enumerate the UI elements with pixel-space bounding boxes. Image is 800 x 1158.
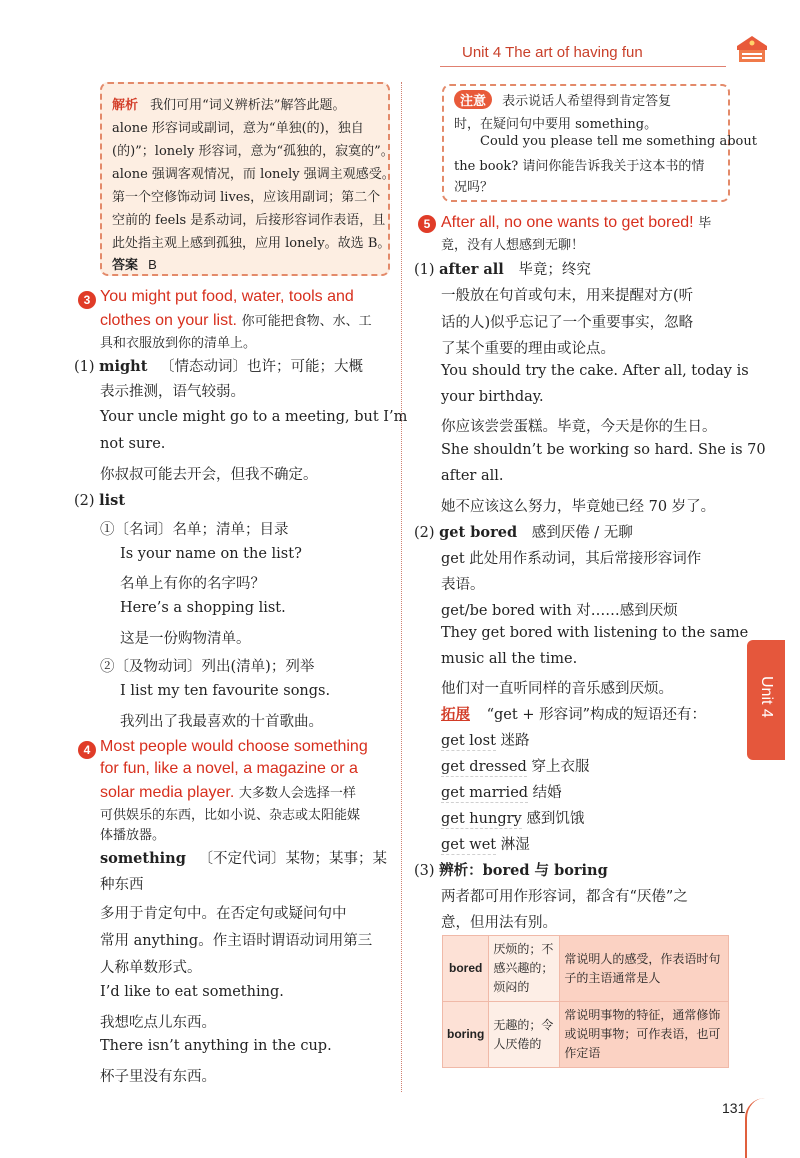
phrase-zh: 结婚 [532, 785, 562, 801]
note-line: Could you please tell me something about [480, 134, 757, 149]
table-cell-word: bored [443, 936, 489, 1002]
example-zh: 我列出了我最喜欢的十首歌曲。 [120, 714, 323, 730]
sentence-5: After all, no one wants to get bored! [441, 214, 694, 231]
example-en: after all. [441, 468, 504, 484]
table-cell-meaning: 厌烦的；不感兴趣的；烦闷的 [489, 936, 560, 1002]
example-en: your birthday. [441, 389, 544, 405]
extension-text: “get + 形容词”构成的短语还有： [486, 707, 706, 723]
example-zh: 名单上有你的名字吗？ [120, 576, 265, 592]
book-stack-icon [734, 32, 770, 66]
phrase-zh: 穿上衣服 [531, 759, 590, 775]
item-label: (2) [414, 525, 435, 541]
table-row [443, 936, 729, 1002]
phrase-item [441, 781, 562, 802]
example-en: not sure. [100, 436, 166, 452]
headword-get-bored: get bored [439, 524, 518, 541]
sentence-3-translation: 你可能把食物、水、工 [241, 314, 372, 329]
headword-after-all: after all [439, 261, 504, 278]
explanation: 两者都可用作形容词，都含有“厌倦”之 [441, 889, 688, 905]
example-zh: 这是一份购物清单。 [120, 631, 251, 647]
explanation: get 此处用作系动词，其后常接形容词作 [441, 551, 702, 567]
note-line: 时，在疑问句中要用 something。 [454, 117, 658, 132]
example-zh: 你叔叔可能去开会，但我不确定。 [100, 467, 318, 483]
unit-title: Unit 4 The art of having fun [462, 44, 643, 61]
sentence-4-translation-cont: 体播放器。 [100, 828, 166, 843]
unit-side-tab-label: Unit 4 [758, 676, 775, 718]
explanation: 常用 anything。作主语时谓语动词用第三 [100, 933, 373, 949]
headword-something: something [100, 850, 186, 867]
headword-list: list [99, 492, 126, 509]
analysis-line: 第一个空修饰动词 lives，应该用副词；第二个 [112, 190, 381, 205]
note-line: the book? 请问你能告诉我关于这本书的情 [454, 159, 705, 174]
analysis-line: alone 形容词或副词，意为“单独(的)，独自 [112, 121, 364, 136]
definition: 〔不定代词〕某物；某事；某 [198, 851, 387, 867]
example-zh: 你应该尝尝蛋糕。毕竟，今天是你的生日。 [441, 419, 717, 435]
explanation: 人称单数形式。 [100, 960, 202, 976]
analysis-line: 此处指主观上感到孤独，应用 lonely。故选 B。 [112, 236, 391, 251]
table-cell-usage: 常说明事物的特征，通常修饰或说明事物；可作表语，也可作定语 [560, 1002, 729, 1068]
item-label: (1) [414, 262, 435, 278]
example-en: Your uncle might go to a meeting, but I’m [100, 409, 408, 425]
sense-2: ②〔及物动词〕列出(清单)；列举 [100, 659, 315, 675]
unit-side-tab [747, 640, 785, 760]
example-zh: 我想吃点儿东西。 [100, 1015, 216, 1031]
sentence-3-line2: clothes on your list. [100, 312, 237, 329]
table-cell-meaning: 无趣的；令人厌倦的 [489, 1002, 560, 1068]
phrase-item [441, 807, 584, 828]
table-row [443, 1002, 729, 1068]
phrase-en: get wet [441, 837, 497, 853]
note-line: 况吗？ [454, 180, 494, 195]
definition: 毕竟；终究 [518, 262, 591, 278]
explanation: 表语。 [441, 577, 485, 593]
explanation: 了某个重要的理由或论点。 [441, 341, 615, 357]
phrase-zh: 迷路 [500, 733, 530, 749]
sentence-4-translation: 大多数人会选择一样 [238, 786, 356, 801]
phrase-en: get dressed [441, 759, 527, 775]
explanation: 意，但用法有别。 [441, 915, 557, 931]
comparison-title: 辨析：bored 与 boring [439, 862, 608, 879]
table-cell-usage: 常说明人的感受，作表语时句子的主语通常是人 [560, 936, 729, 1002]
extension-tag: 拓展 [441, 707, 470, 723]
example-en: Is your name on the list? [120, 546, 302, 562]
analysis-line: (的)”；lonely 形容词，意为“孤独的，寂寞的”。 [112, 144, 394, 159]
section-number-4: 4 [78, 741, 96, 759]
explanation: 表示推测，语气较弱。 [100, 384, 245, 400]
phrase-zh: 感到饥饿 [526, 811, 585, 827]
analysis-line: alone 强调客观情况，而 lonely 强调主观感受。 [112, 167, 395, 182]
phrase-en: get hungry [441, 811, 522, 827]
page-corner-decoration [745, 1098, 765, 1158]
table-cell-word: boring [443, 1002, 489, 1068]
example-zh: 他们对一直听同样的音乐感到厌烦。 [441, 681, 673, 697]
note-line: 表示说话人希望得到肯定答复 [502, 94, 672, 109]
phrase-item [441, 755, 589, 776]
example-en: You should try the cake. After all, today is [441, 363, 749, 379]
section-number-3: 3 [78, 291, 96, 309]
item-label: (3) [414, 863, 435, 879]
section-number-5: 5 [418, 215, 436, 233]
phrase-item [441, 729, 530, 750]
analysis-tag: 解析 [112, 97, 139, 112]
phrase-zh: 淋湿 [500, 837, 530, 853]
analysis-line: 我们可用“词义辨析法”解答此题。 [150, 98, 346, 113]
note-tag: 注意 [454, 90, 492, 109]
explanation: 话的人)似乎忘记了一个重要事实，忽略 [441, 315, 694, 331]
note-box [442, 84, 757, 202]
page-number: 131 [722, 1100, 746, 1116]
example-en: I list my ten favourite songs. [120, 683, 331, 699]
phrase-en: get married [441, 785, 529, 801]
example-en: music all the time. [441, 651, 578, 667]
sentence-5-translation: 毕 [698, 216, 712, 231]
explanation: 一般放在句首或句末，用来提醒对方(听 [441, 288, 694, 304]
definition: 〔情态动词〕也许；可能；大概 [160, 359, 363, 375]
example-en: Here’s a shopping list. [120, 600, 286, 616]
header-rule [440, 66, 726, 67]
example-en: They get bored with listening to the same [441, 625, 749, 641]
sense-1: ①〔名词〕名单；清单；目录 [100, 522, 289, 538]
sentence-4-translation-cont: 可供娱乐的东西，比如小说、杂志或太阳能媒 [100, 808, 361, 823]
item-label: (2) [74, 493, 95, 509]
page-header [440, 40, 780, 72]
example-en: I’d like to eat something. [100, 984, 284, 1000]
answer-value: B [148, 257, 157, 272]
analysis-line: 空前的 feels 是系动词，后接形容词作表语，且 [112, 213, 386, 228]
sentence-4-line1: Most people would choose something [100, 738, 368, 755]
item-label: (1) [74, 359, 95, 375]
sentence-3-line1: You might put food, water, tools and [100, 288, 354, 305]
comparison-table [442, 935, 729, 1068]
explanation: 多用于肯定句中。在否定句或疑问句中 [100, 906, 347, 922]
phrase-en: get lost [441, 733, 496, 749]
example-en: There isn’t anything in the cup. [100, 1038, 332, 1054]
answer-label: 答案 [112, 257, 139, 272]
sentence-4-line2: for fun, like a novel, a magazine or a [100, 760, 358, 777]
column-divider [401, 82, 402, 1092]
definition-cont: 种东西 [100, 877, 144, 893]
example-zh: 她不应该这么努力，毕竟她已经 70 岁了。 [441, 499, 716, 515]
example-en: She shouldn’t be working so hard. She is 70 [441, 442, 766, 458]
definition: 感到厌倦 / 无聊 [531, 525, 633, 541]
pattern: get/be bored with 对……感到厌烦 [441, 603, 678, 619]
example-zh: 杯子里没有东西。 [100, 1069, 216, 1085]
sentence-3-translation-cont: 具和衣服放到你的清单上。 [100, 336, 257, 351]
sentence-4-line3: solar media player. [100, 784, 235, 801]
headword-might: might [99, 358, 148, 375]
sentence-5-translation-cont: 竟，没有人想感到无聊！ [441, 238, 585, 253]
analysis-box [100, 82, 395, 276]
phrase-item [441, 833, 530, 854]
